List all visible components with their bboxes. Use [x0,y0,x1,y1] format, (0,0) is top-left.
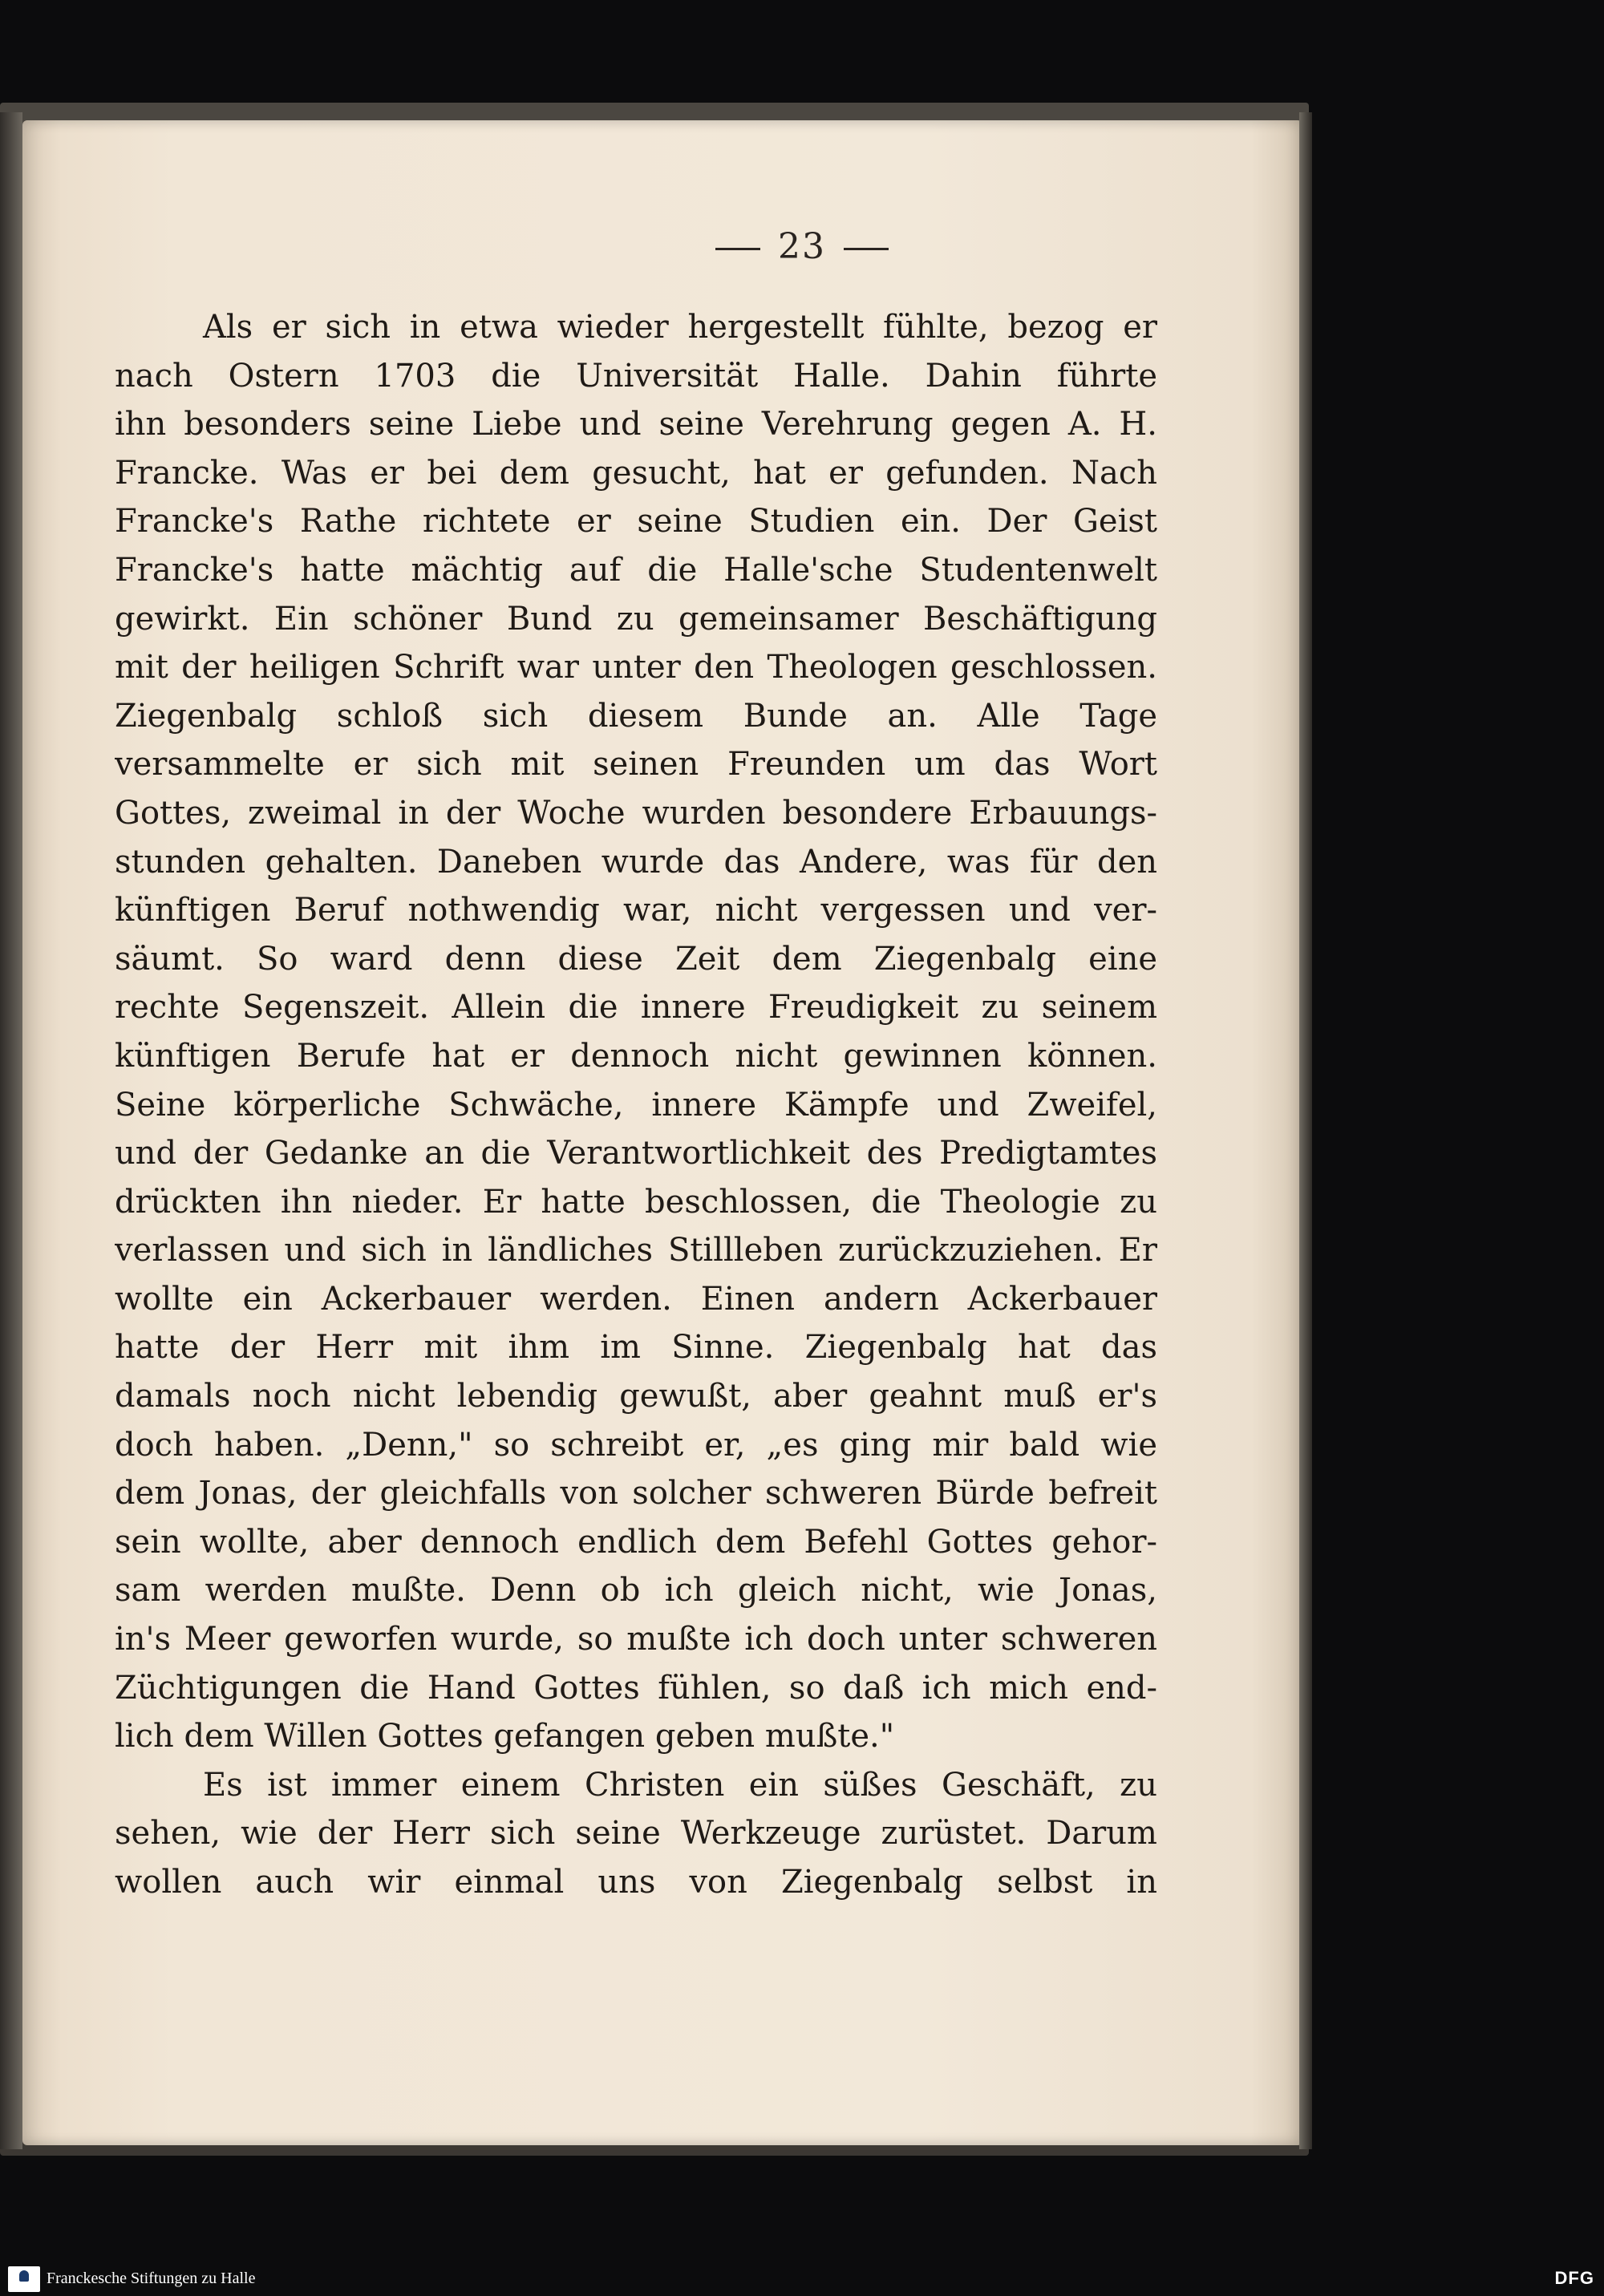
text-line: gewirkt. Ein schöner Bund zu gemeinsamer Beschäftigung [115,600,1157,638]
text-line: wollte ein Ackerbauer werden. Einen andern Ackerbauer [115,1280,1157,1318]
text-line: Francke's hatte mächtig auf die Halle'sche Studentenwelt [115,551,1157,589]
page-number [642,226,962,267]
text-line: ihn besonders seine Liebe und seine Verehrung gegen A. H. [115,406,1157,443]
text-line: sein wollte, aber dennoch endlich dem Befehl Gottes gehor- [115,1523,1157,1561]
text-line: Seine körperliche Schwäche, innere Kämpfe und Zweifel, [115,1086,1157,1124]
text-line: Francke's Rathe richtete er seine Studien ein. Der Geist [115,503,1157,541]
right-book-edge [1299,112,1312,2149]
text-line: in's Meer geworfen wurde, so mußte ich doch unter schweren [115,1621,1157,1658]
text-line: und der Gedanke an die Verantwortlichkeit des Predigtamtes [115,1135,1157,1172]
text-line: Gottes, zweimal in der Woche wurden besondere Erbauungs- [115,794,1157,832]
left-page-edge [0,112,22,2149]
text-line: stunden gehalten. Daneben wurde das Andere, was für den [115,843,1157,881]
text-line: rechte Segenszeit. Allein die innere Freudigkeit zu seinem [115,989,1157,1027]
institution-name: Franckesche Stiftungen zu Halle [47,2270,256,2287]
dash-right [844,248,889,250]
page-number-value: 23 [778,226,826,267]
text-line: säumt. So ward denn diese Zeit dem Ziegenbalg eine [115,940,1157,978]
institution-logo-icon [8,2266,40,2292]
text-line: Francke. Was er bei dem gesucht, hat er gefunden. Nach [115,454,1157,492]
text-line: verlassen und sich in ländliches Stillleben zurückzuziehen. Er [115,1232,1157,1269]
text-line: Ziegenbalg schloß sich diesem Bunde an. Alle Tage [115,697,1157,735]
text-line: Züchtigungen die Hand Gottes fühlen, so daß ich mich end- [115,1669,1157,1707]
text-line: hatte der Herr mit ihm im Sinne. Ziegenbalg hat das [115,1329,1157,1367]
text-line: sam werden mußte. Denn ob ich gleich nicht, wie Jonas, [115,1572,1157,1610]
dfg-logo: DFG [1554,2268,1594,2288]
text-line: künftigen Berufe hat er dennoch nicht gewinnen können. [115,1037,1157,1075]
text-line: lich dem Willen Gottes gefangen geben mußte." [115,1718,895,1755]
text-line: Als er sich in etwa wieder hergestellt fühlte, bezog er [203,309,1157,346]
dash-left [715,248,760,250]
text-line: Es ist immer einem Christen ein süßes Geschäft, zu [203,1766,1157,1804]
text-line: dem Jonas, der gleichfalls von solcher schweren Bürde befreit [115,1475,1157,1512]
text-line: drückten ihn nieder. Er hatte beschlossen, die Theologie zu [115,1183,1157,1221]
text-line: doch haben. „Denn," so schreibt er, „es ging mir bald wie [115,1426,1157,1464]
text-line: künftigen Beruf nothwendig war, nicht vergessen und ver- [115,892,1157,929]
text-line: nach Ostern 1703 die Universität Halle. Dahin führte [115,357,1157,395]
text-line: damals noch nicht lebendig gewußt, aber geahnt muß er's [115,1378,1157,1415]
text-line: mit der heiligen Schrift war unter den Theologen geschlossen. [115,649,1157,686]
text-line: sehen, wie der Herr sich seine Werkzeuge zurüstet. Darum [115,1815,1157,1853]
body-text [115,303,1157,1907]
text-line: wollen auch wir einmal uns von Ziegenbalg selbst in [115,1864,1157,1901]
text-line: versammelte er sich mit seinen Freunden um das Wort [115,746,1157,784]
